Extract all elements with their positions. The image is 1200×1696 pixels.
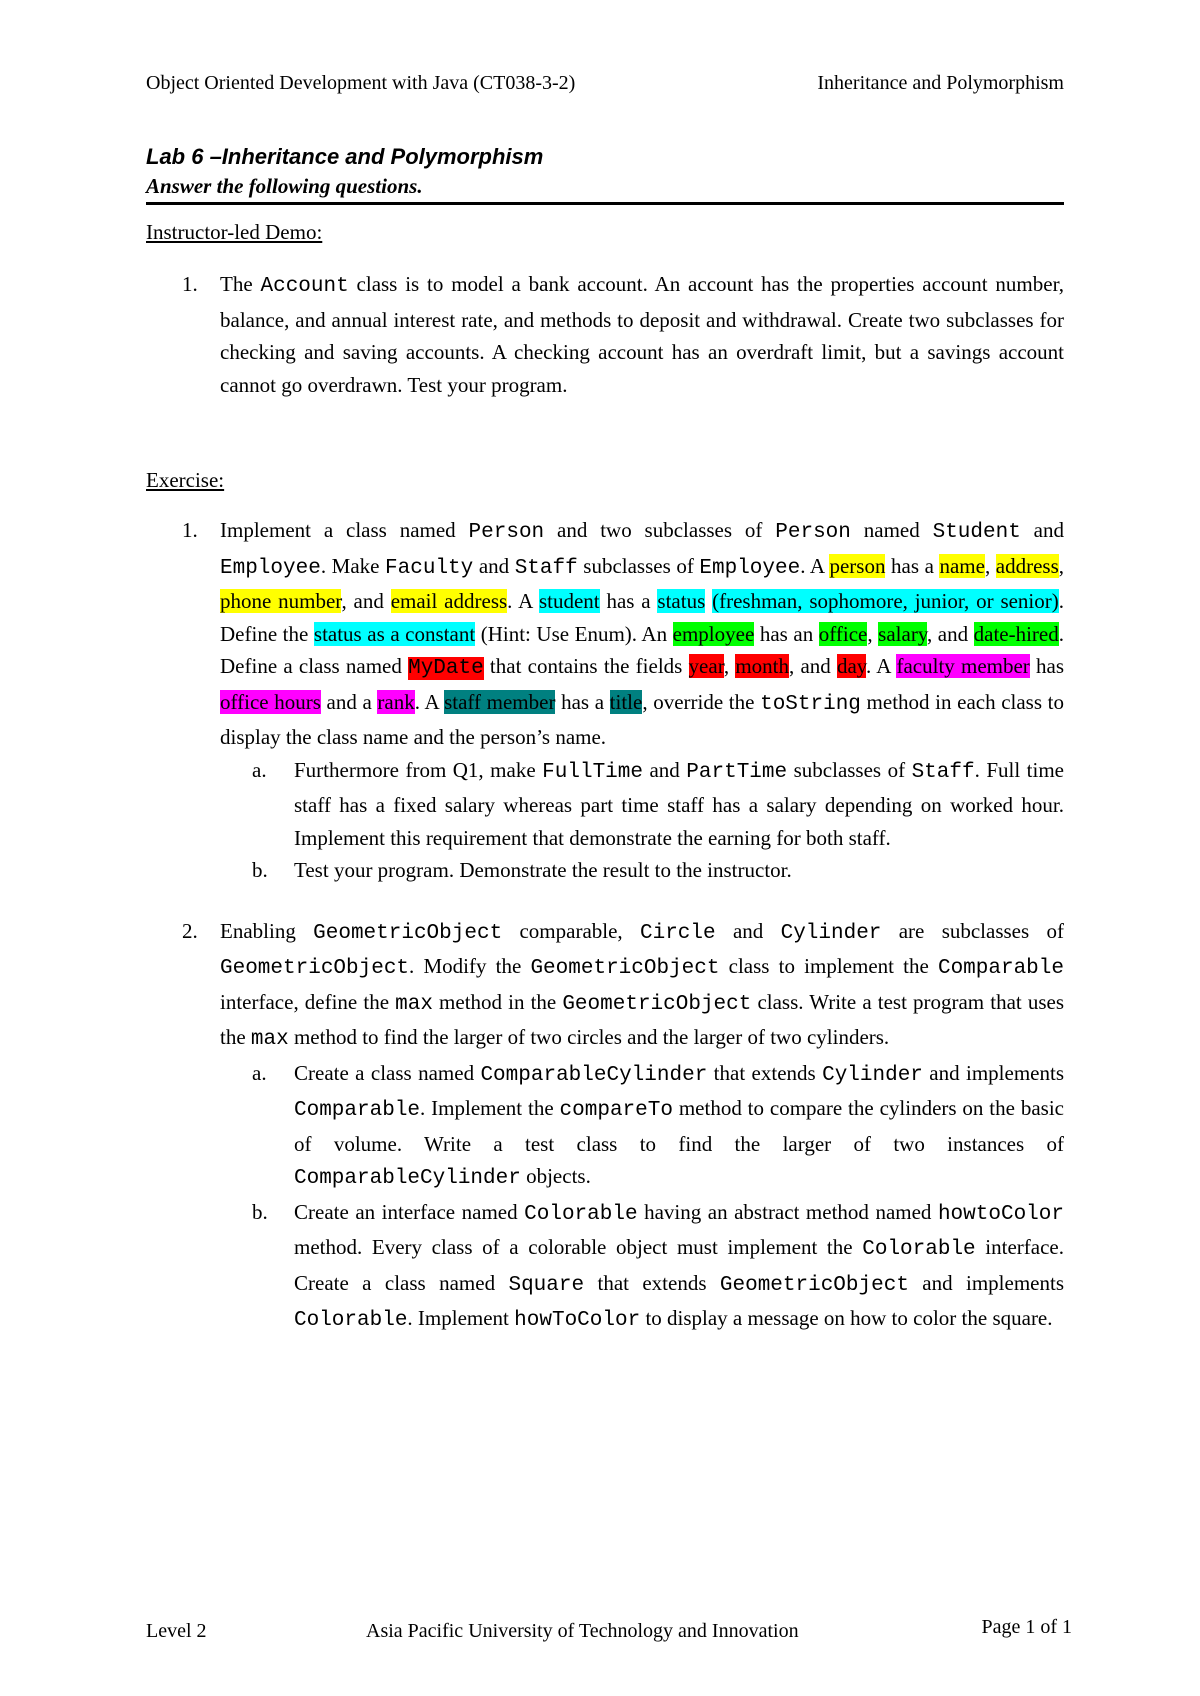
code-employee: Employee (220, 556, 321, 580)
text: . Define the (220, 589, 1065, 646)
highlight-email-address: email address (390, 589, 508, 613)
text: named (850, 518, 933, 542)
subitem-letter: b. (252, 858, 268, 882)
text: Test your program. Demonstrate the result to the instructor. (294, 858, 792, 882)
highlight-person: person (829, 553, 886, 578)
highlight-salary: salary (878, 621, 927, 646)
text: that extends (584, 1270, 720, 1295)
text: . A (800, 553, 830, 578)
text: Furthermore from Q1, make (294, 757, 543, 782)
code-comparable: Comparable (294, 1099, 421, 1122)
text: . A (414, 689, 445, 714)
text: method in the (432, 989, 563, 1014)
text: , and (926, 621, 974, 646)
text: Implement a class named (220, 518, 469, 542)
text: . Modify the (409, 954, 531, 978)
code-max: max (395, 992, 433, 1016)
exercise-list (146, 514, 1064, 1338)
code-person: Person (775, 521, 851, 544)
item-number: 2. (182, 918, 198, 943)
text: and two subclasses of (544, 518, 776, 542)
text: method in each class to display the class name and the person’s name. (220, 689, 1064, 749)
subitem-2b (220, 1196, 1064, 1338)
highlight-office: office (818, 621, 868, 646)
text: interface. Create a class named (294, 1235, 1064, 1295)
text: . Implement (407, 1306, 515, 1330)
demo-item-1 (146, 268, 1064, 401)
text: and implements (908, 1270, 1064, 1295)
highlight-office-hours: office hours (220, 689, 321, 714)
code-max: max (250, 1028, 289, 1051)
highlight-faculty-member: faculty member (896, 654, 1030, 678)
highlight-day: day (836, 654, 866, 678)
text: comparable, (502, 918, 640, 943)
code-geometricobject: GeometricObject (220, 957, 410, 980)
text: method to compare the cylinders on the basic of volume. Write a test class to find the larger of two instances of (294, 1096, 1064, 1156)
subitem-letter: b. (252, 1199, 268, 1224)
text: Enabling (220, 918, 314, 943)
text: has a (599, 589, 658, 613)
code-colorable: Colorable (294, 1309, 408, 1332)
code-comparablecylinder: ComparableCylinder (294, 1167, 521, 1190)
code-fulltime: FullTime (542, 760, 643, 784)
code-tostring: toString (760, 692, 861, 716)
exercise-question-1-subitems (146, 754, 1064, 887)
highlight-year: year (688, 654, 724, 678)
spacer (146, 887, 1064, 915)
exercise-question-1 (146, 514, 1064, 754)
text: are subclasses of (881, 918, 1064, 943)
code-staff: Staff (514, 556, 578, 580)
subitem-1b (220, 854, 1064, 887)
highlight-mydate: MyDate (408, 657, 484, 680)
subitem-letter: a. (252, 1060, 267, 1085)
code-person: Person (468, 521, 545, 544)
text: . Full time staff has a fixed salary whereas part time staff has a salary depending on worked hour. Implement this requirement that demonstrate the earning for both staff. (294, 757, 1064, 850)
highlight-status: status (657, 589, 706, 613)
demo-heading: Instructor-led Demo: (146, 220, 323, 244)
code-employee: Employee (699, 556, 801, 580)
highlight-employee: employee (672, 621, 755, 646)
code-howtocolor: howToColor (514, 1309, 641, 1332)
code-geometricobject: GeometricObject (562, 992, 752, 1016)
text: , (1058, 553, 1064, 578)
text: and (1020, 518, 1064, 542)
code-geometricobject: GeometricObject (719, 1273, 909, 1297)
text: interface, define the (220, 989, 396, 1014)
code-colorable: Colorable (862, 1238, 976, 1261)
code-parttime: PartTime (686, 760, 788, 784)
item-number: 1. (182, 518, 198, 542)
text: has a (555, 689, 610, 714)
text: , override the (642, 689, 761, 714)
text: has a (885, 553, 940, 578)
code-comparable: Comparable (937, 957, 1064, 980)
exercise-question-2 (146, 915, 1064, 1057)
code-faculty: Faculty (385, 556, 474, 580)
highlight-status-constant: status as a constant (313, 621, 476, 646)
text: , (723, 654, 736, 678)
footer-level: Level 2 (146, 1620, 207, 1642)
code-circle: Circle (640, 921, 716, 945)
text: having an abstract method named (637, 1199, 938, 1224)
code-staff: Staff (911, 760, 975, 784)
text: Create an interface named (294, 1199, 525, 1224)
text: objects. (520, 1164, 591, 1188)
text: class. Write a test program that uses the (220, 989, 1064, 1049)
highlight-rank: rank (377, 689, 415, 714)
text: to display a message on how to color the square. (640, 1306, 1053, 1330)
text: method. Every class of a colorable object must implement the (294, 1235, 863, 1259)
code-compareto: compareTo (559, 1099, 673, 1122)
code-geometricobject: GeometricObject (530, 957, 720, 980)
text: , (984, 553, 996, 578)
footer-page-number: Page 1 of 1 (981, 1616, 1072, 1638)
highlight-phone-number: phone number (220, 589, 342, 613)
header-course: Object Oriented Development with Java (CT038-3-2) (146, 72, 576, 94)
text: , and (788, 654, 837, 678)
item-number: 1. (182, 272, 198, 296)
code-cylinder: Cylinder (822, 1063, 923, 1087)
highlight-name: name (939, 553, 985, 578)
highlight-staff-member: staff member (444, 689, 556, 714)
text: and a (320, 689, 378, 714)
text: . Make (320, 553, 386, 578)
header-topic: Inheritance and Polymorphism (817, 72, 1064, 94)
code-colorable: Colorable (524, 1202, 638, 1226)
highlight-month: month (735, 654, 789, 678)
code-geometricobject: GeometricObject (313, 921, 503, 945)
subitem-2a (220, 1057, 1064, 1196)
code-cylinder: Cylinder (780, 921, 882, 945)
text: that contains the fields (483, 654, 689, 678)
text: has an (754, 621, 819, 646)
text: subclasses of (577, 553, 700, 578)
text: , (867, 621, 879, 646)
text: , and (341, 589, 391, 613)
highlight-student: student (538, 589, 600, 613)
text: . Define a class named (220, 621, 1064, 678)
text: method to find the larger of two circles and the larger of two cylinders. (288, 1025, 890, 1049)
text: has (1029, 654, 1064, 678)
text: and (642, 757, 687, 782)
text: and implements (922, 1060, 1064, 1085)
footer-university: Asia Pacific University of Technology and Innovation (366, 1620, 799, 1642)
subitem-1a (220, 754, 1064, 855)
lab-title: Lab 6 –Inheritance and Polymorphism (146, 144, 544, 169)
text: subclasses of (787, 757, 912, 782)
highlight-address: address (995, 553, 1059, 578)
code-account: Account (260, 275, 349, 298)
lab-subtitle: Answer the following questions. (146, 174, 423, 198)
text: Create a class named (294, 1060, 481, 1085)
text: class is to model a bank account. An account has the properties account number, balance, and annual interest rate, and methods to deposit and withdrawal. Create two subclasses for checking and saving accounts. A checking account has an overdraft limit, but a savings account cannot go overdrawn. Test your program. (220, 272, 1064, 397)
highlight-date-hired: date-hired (973, 621, 1059, 646)
highlight-status-values: (freshman, sophomore, junior, or senior) (712, 589, 1059, 613)
text: that extends (707, 1060, 823, 1085)
highlight-title: title (609, 689, 643, 714)
demo-list (146, 268, 1064, 401)
text: (Hint: Use Enum). An (475, 621, 673, 646)
text: and (473, 553, 515, 578)
code-howtocolor: howtoColor (937, 1202, 1064, 1226)
text: . A (507, 589, 539, 613)
code-student: Student (932, 521, 1021, 544)
code-square: Square (508, 1273, 585, 1297)
text: . A (865, 654, 897, 678)
text: . Implement the (420, 1096, 560, 1120)
text: and (715, 918, 781, 943)
title-divider (146, 202, 1064, 205)
code-comparablecylinder: ComparableCylinder (480, 1063, 708, 1087)
text: class to implement the (719, 954, 938, 978)
text: The (220, 272, 261, 296)
exercise-question-2-subitems (146, 1057, 1064, 1338)
subitem-letter: a. (252, 757, 267, 782)
exercise-heading: Exercise: (146, 468, 225, 492)
